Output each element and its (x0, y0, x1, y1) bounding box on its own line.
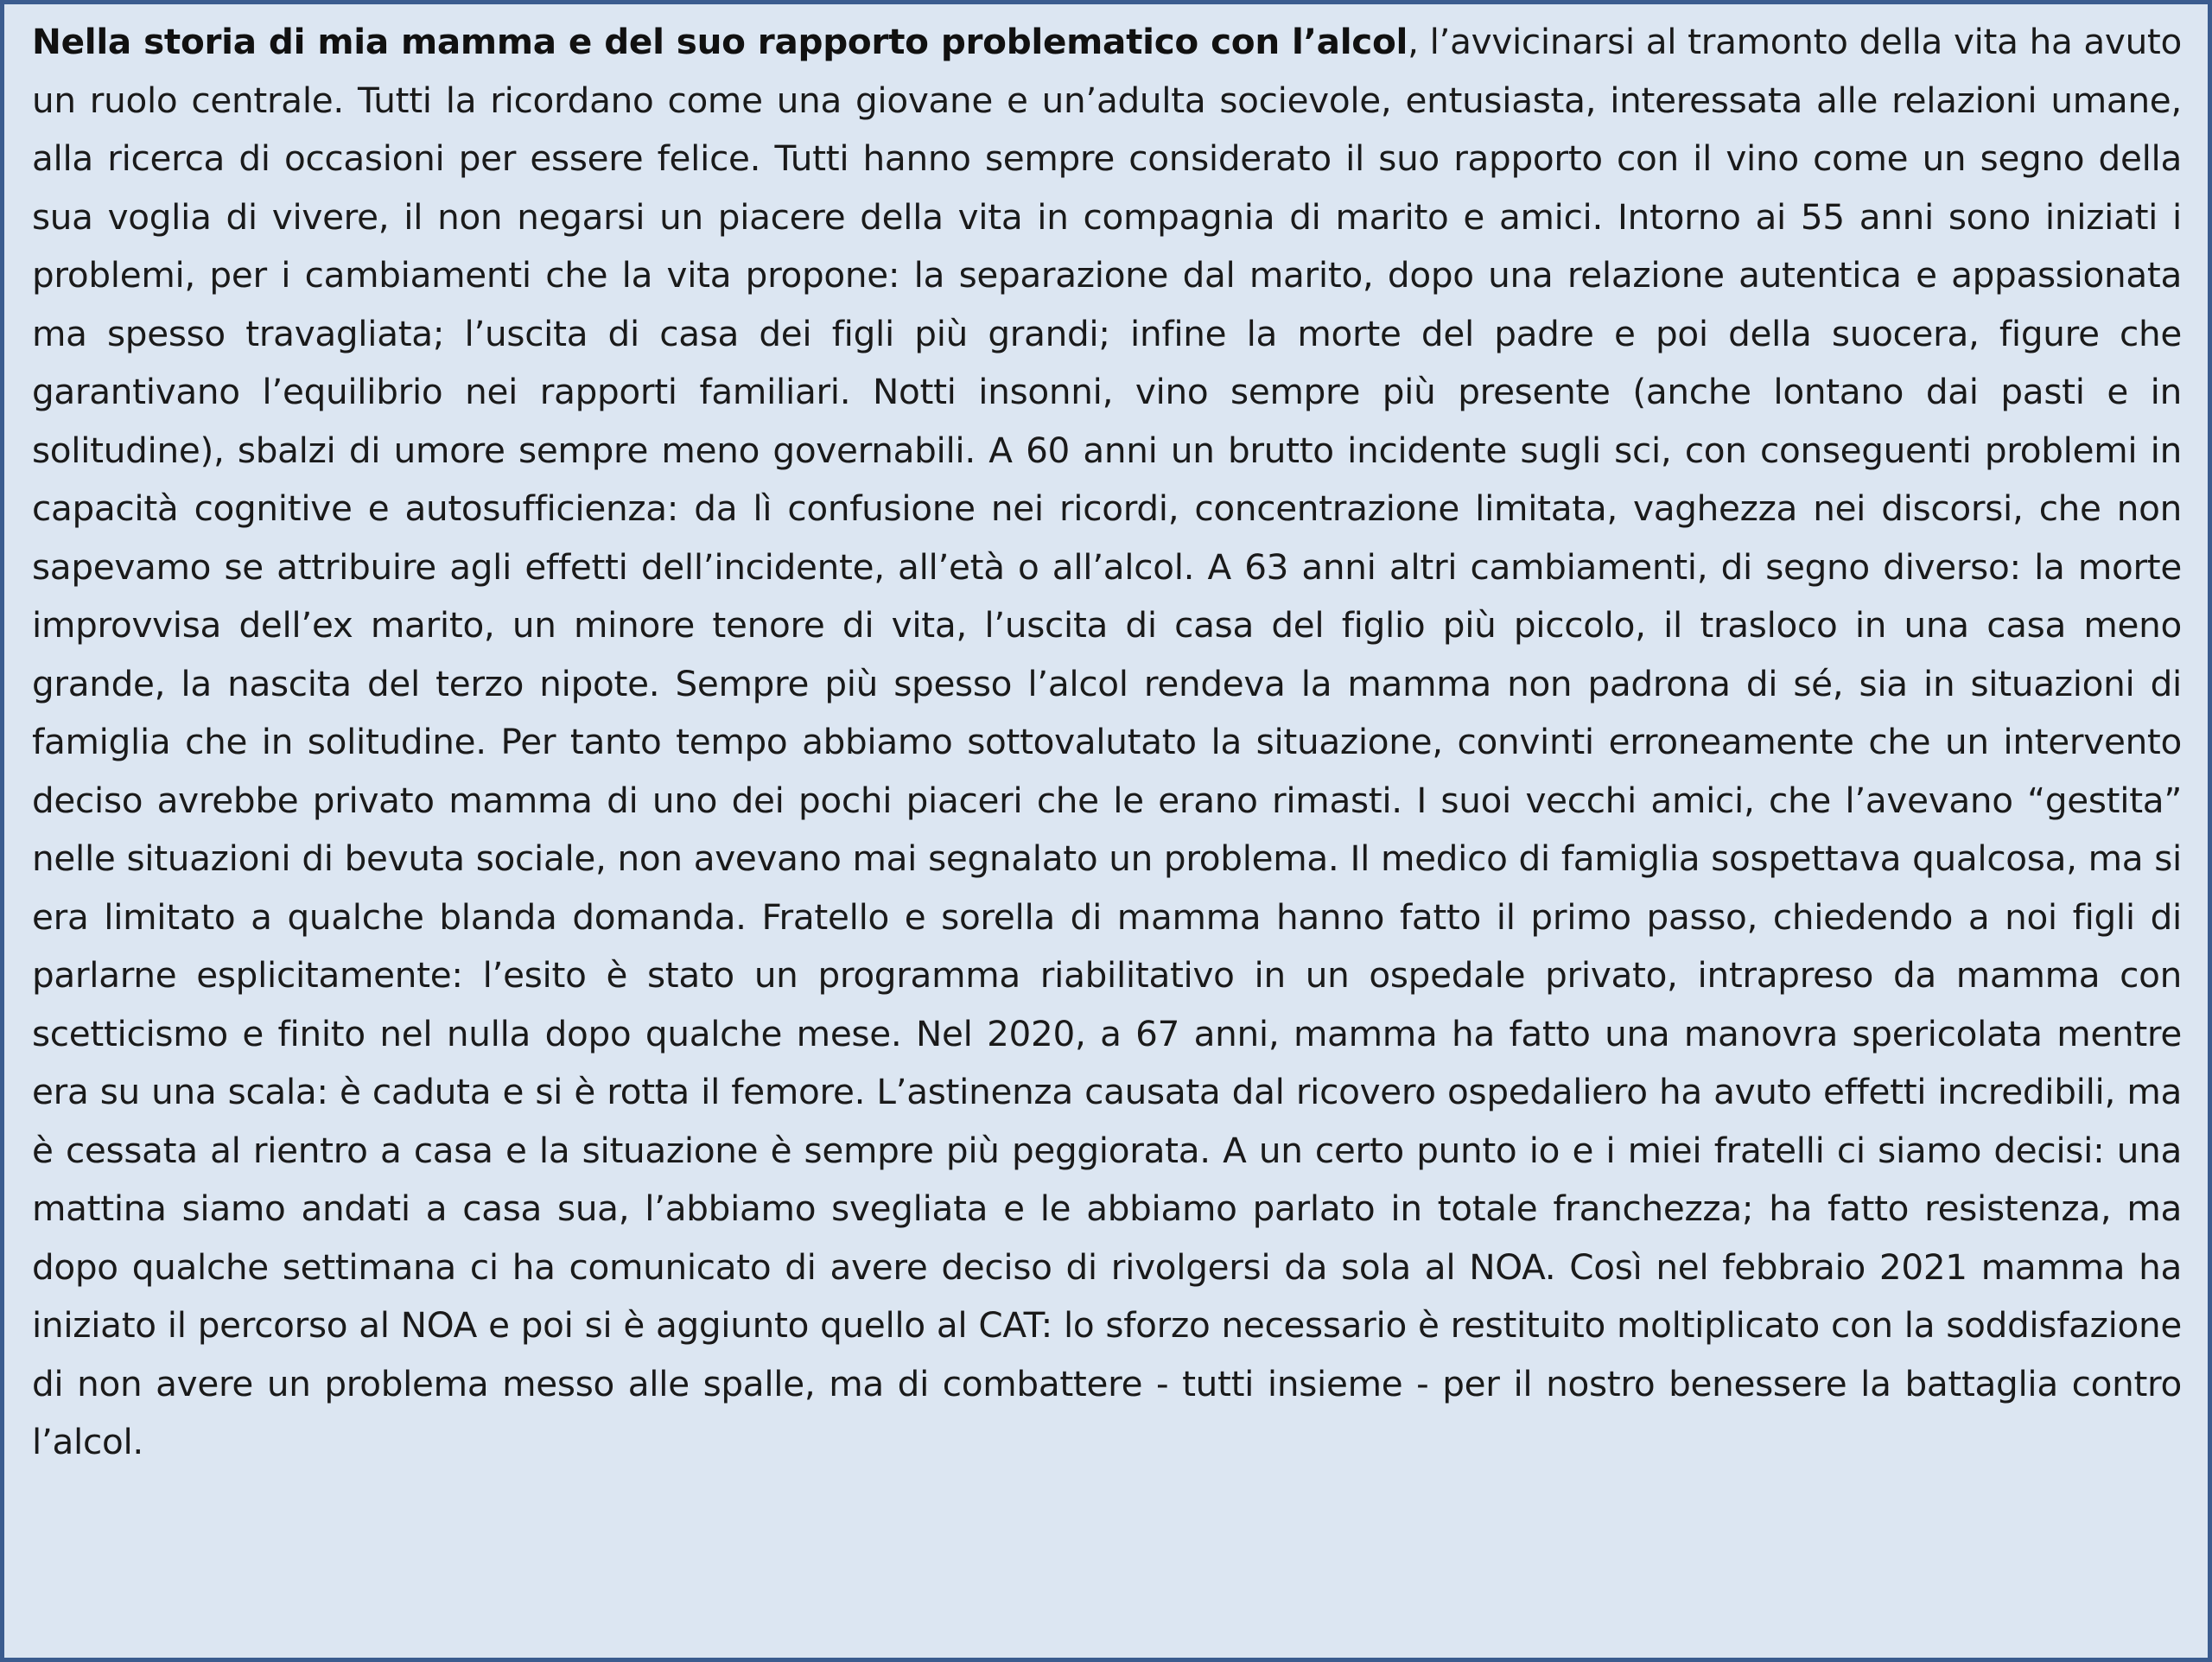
testimony-lead: Nella storia di mia mamma e del suo rapporto problematico con l’alcol (32, 21, 1408, 62)
testimony-paragraph (32, 13, 2182, 1472)
testimony-body: , l’avvicinarsi al tramonto della vita ha avuto un ruolo centrale. Tutti la ricordano come una giovane e un’adulta socievole, entusiasta, interessata alle relazioni umane, alla ricerca di occasioni per essere felice. Tutti hanno sempre considerato il suo rapporto con il vino come un segno della sua voglia di vivere, il non negarsi un piacere della vita in compagnia di marito e amici. Intorno ai 55 anni sono iniziati i problemi, per i cambiamenti che la vita propone: la separazione dal marito, dopo una relazione autentica e appassionata ma spesso travagliata; l’uscita di casa dei figli più grandi; infine la morte del padre e poi della suocera, figure che garantivano l’equilibrio nei rapporti familiari. Notti insonni, vino sempre più presente (anche lontano dai pasti e in solitudine), sbalzi di umore sempre meno governabili. A 60 anni un brutto incidente sugli sci, con conseguenti problemi in capacità cognitive e autosufficienza: da lì confusione nei ricordi, concentrazione limitata, vaghezza nei discorsi, che non sapevamo se attribuire agli effetti dell’incidente, all’età o all’alcol. A 63 anni altri cambiamenti, di segno diverso: la morte improvvisa dell’ex marito, un minore tenore di vita, l’uscita di casa del figlio più piccolo, il trasloco in una casa meno grande, la nascita del terzo nipote. Sempre più spesso l’alcol rendeva la mamma non padrona di sé, sia in situazioni di famiglia che in solitudine. Per tanto tempo abbiamo sottovalutato la situazione, convinti erroneamente che un intervento deciso avrebbe privato mamma di uno dei pochi piaceri che le erano rimasti. I suoi vecchi amici, che l’avevano “gestita” nelle situazioni di bevuta sociale, non avevano mai segnalato un problema. Il medico di famiglia sospettava qualcosa, ma si era limitato a qualche blanda domanda. Fratello e sorella di mamma hanno fatto il primo passo, chiedendo a noi figli di parlarne esplicitamente: l’esito è stato un programma riabilitativo in un ospedale privato, intrapreso da mamma con scetticismo e finito nel nulla dopo qualche mese. Nel 2020, a 67 anni, mamma ha fatto una manovra spericolata mentre era su una scala: è caduta e si è rotta il femore. L’astinenza causata dal ricovero ospedaliero ha avuto effetti incredibili, ma è cessata al rientro a casa e la situazione è sempre più peggiorata. A un certo punto io e i miei fratelli ci siamo decisi: una mattina siamo andati a casa sua, l’abbiamo svegliata e le abbiamo parlato in totale franchezza; ha fatto resistenza, ma dopo qualche settimana ci ha comunicato di avere deciso di rivolgersi da sola al NOA. Così nel febbraio 2021 mamma ha iniziato il percorso al NOA e poi si è aggiunto quello al CAT: lo sforzo necessario è restituito moltiplicato con la soddisfazione di non avere un problema messo alle spalle, ma di combattere - tutti insieme - per il nostro benessere la battaglia contro l’alcol. (32, 21, 2182, 1462)
